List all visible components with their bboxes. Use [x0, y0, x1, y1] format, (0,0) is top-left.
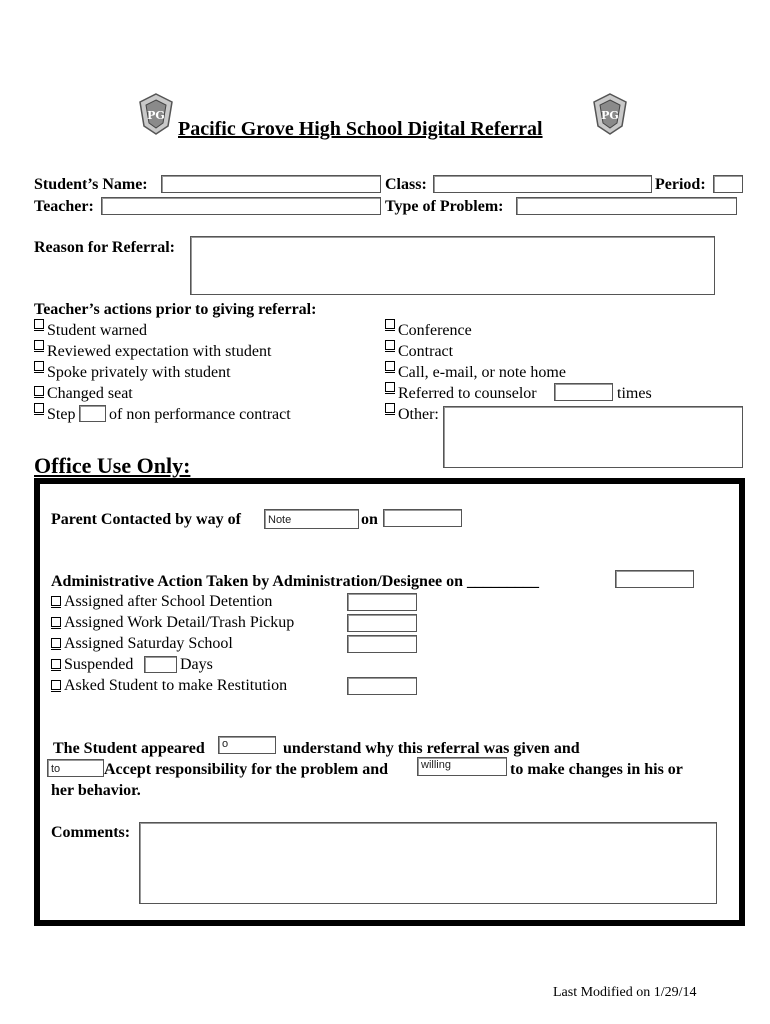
suspended-label: Suspended — [64, 656, 134, 673]
period-label: Period: — [655, 176, 706, 193]
class-label: Class: — [385, 176, 427, 193]
days-label: Days — [180, 656, 213, 673]
period-field[interactable] — [713, 175, 743, 193]
crest-lettering: PG — [601, 109, 619, 122]
call-email-note-label: Call, e-mail, or note home — [398, 364, 566, 381]
other-checkbox[interactable] — [385, 403, 395, 413]
student-warned-label: Student warned — [47, 322, 147, 339]
contract-checkbox[interactable] — [385, 340, 395, 350]
understand-label: understand why this referral was given and — [283, 740, 580, 757]
class-field[interactable] — [433, 175, 652, 193]
comments-label: Comments: — [51, 824, 131, 841]
admin-action-label: Administrative Action Taken by Administration/Designee on _________ — [51, 573, 540, 590]
counselor-label: Referred to counselor — [398, 385, 537, 402]
work-detail-field[interactable] — [347, 614, 417, 632]
saturday-school-label: Assigned Saturday School — [64, 635, 233, 652]
times-label: times — [617, 385, 652, 402]
restitution-checkbox[interactable] — [51, 680, 61, 690]
student-name-field[interactable] — [161, 175, 381, 193]
page-title: Pacific Grove High School Digital Referral — [178, 118, 543, 140]
saturday-school-field[interactable] — [347, 635, 417, 653]
counselor-times-field[interactable] — [554, 383, 613, 401]
contract-label: Contract — [398, 343, 454, 360]
spoke-privately-checkbox[interactable] — [34, 361, 44, 371]
parent-contact-date-field[interactable] — [383, 509, 462, 527]
accept-field[interactable]: to — [47, 759, 104, 777]
conference-checkbox[interactable] — [385, 319, 395, 329]
problem-type-label: Type of Problem: — [385, 198, 504, 215]
school-crest-right-icon — [592, 92, 628, 136]
saturday-school-checkbox[interactable] — [51, 638, 61, 648]
work-detail-label: Assigned Work Detail/Trash Pickup — [64, 614, 295, 631]
admin-action-date-field[interactable] — [615, 570, 694, 588]
work-detail-checkbox[interactable] — [51, 617, 61, 627]
on-label: on — [361, 511, 378, 528]
step-number-field[interactable] — [79, 405, 106, 422]
suspended-checkbox[interactable] — [51, 659, 61, 669]
willing-field[interactable]: willing — [417, 757, 507, 776]
crest-lettering: PG — [147, 109, 165, 122]
restitution-field[interactable] — [347, 677, 417, 695]
counselor-checkbox[interactable] — [385, 382, 395, 392]
after-school-detention-checkbox[interactable] — [51, 596, 61, 606]
accept-responsibility-label: Accept responsibility for the problem and — [104, 761, 389, 778]
comments-field[interactable] — [139, 822, 717, 904]
changed-seat-checkbox[interactable] — [34, 386, 44, 396]
reviewed-expectation-checkbox[interactable] — [34, 340, 44, 350]
reason-field[interactable] — [190, 236, 715, 295]
school-crest-left-icon — [138, 92, 174, 136]
her-behavior-label: her behavior. — [51, 782, 141, 799]
student-name-label: Student’s Name: — [34, 176, 148, 193]
parent-contacted-label: Parent Contacted by way of — [51, 511, 241, 528]
conference-label: Conference — [398, 322, 472, 339]
appeared-to-field[interactable]: o — [218, 736, 276, 754]
last-modified: Last Modified on 1/29/14 — [553, 985, 697, 1000]
after-school-detention-label: Assigned after School Detention — [64, 593, 273, 610]
teacher-field[interactable] — [101, 197, 381, 215]
other-label: Other: — [398, 406, 439, 423]
step-checkbox[interactable] — [34, 403, 44, 413]
make-changes-label: to make changes in his or — [510, 761, 683, 778]
suspended-days-field[interactable] — [144, 656, 177, 673]
step-label: Step — [47, 406, 76, 423]
restitution-label: Asked Student to make Restitution — [64, 677, 288, 694]
teacher-label: Teacher: — [34, 198, 94, 215]
other-field[interactable] — [443, 406, 743, 468]
step-suffix-label: of non performance contract — [109, 406, 291, 423]
parent-contact-method-field[interactable]: Note — [264, 509, 359, 529]
changed-seat-label: Changed seat — [47, 385, 133, 402]
reason-label: Reason for Referral: — [34, 239, 175, 256]
student-appeared-label: The Student appeared — [53, 740, 205, 757]
student-warned-checkbox[interactable] — [34, 319, 44, 329]
reviewed-expectation-label: Reviewed expectation with student — [47, 343, 272, 360]
problem-type-field[interactable] — [516, 197, 737, 215]
call-email-note-checkbox[interactable] — [385, 361, 395, 371]
spoke-privately-label: Spoke privately with student — [47, 364, 231, 381]
detention-field[interactable] — [347, 593, 417, 611]
office-use-heading: Office Use Only: — [34, 453, 191, 478]
actions-heading: Teacher’s actions prior to giving referral: — [34, 301, 317, 318]
